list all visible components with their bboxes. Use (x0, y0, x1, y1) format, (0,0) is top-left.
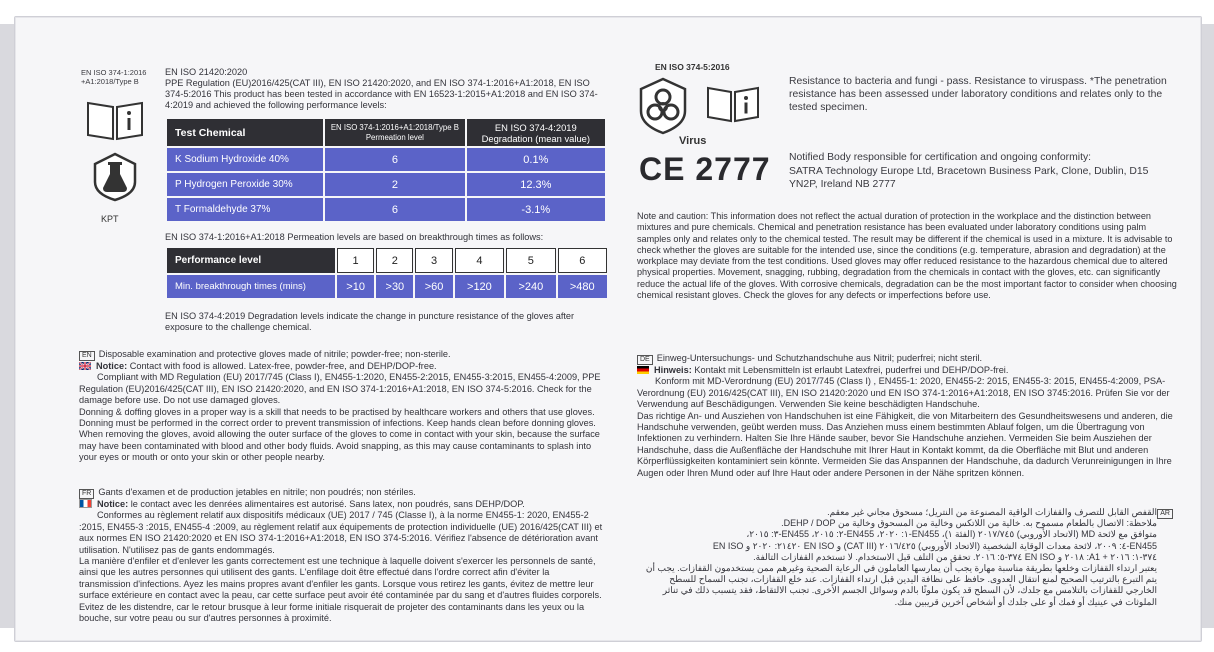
permeation-level: 2 (325, 173, 464, 196)
france-flag-icon (79, 499, 92, 508)
fr-notice: le contact avec les denrées alimentaires est autorisé. Sans latex, non poudrés, sans DEHP/DOP. (130, 499, 525, 509)
resistance-text: Resistance to bacteria and fungi - pass. Resistance to viruspass. *The penetration resistance has been assessed under laboratory conditions and relates only to the tested specimen. (789, 76, 1167, 113)
breakthrough-time: >240 (506, 275, 555, 298)
language-tag-de: DE (637, 355, 653, 365)
chemical-name: K Sodium Hydroxide 40% (167, 148, 323, 171)
language-tag-ar: AR (1157, 509, 1173, 519)
en-notice-label: Notice: (96, 361, 128, 371)
fr-body: Conformes au règlement relatif aux dispositifs médicaux (UE) 2017 / 745 (Classe I), à la norme EN455-1: 2020, EN455-2 :2015, EN455-3 :2015, EN455-4 :2009, au règlement relatif aux équipements de protection individuelle (UE) 2016/425(CAT III) et aux normes EN ISO 21420:2020 et EN ISO 374-1:2016+A1:2018, EN ISO 374-5:2016. Vérifiez l'absence de détérioration avant utilisation. N'utilisez pas de gants endommagés. (79, 510, 603, 555)
en-notice: Contact with food is allowed. Latex-free, powder-free, and DEHP/DOP-free. (129, 361, 437, 371)
chemical-name: P Hydrogen Peroxide 30% (167, 173, 323, 196)
english-section (79, 349, 603, 464)
fr-notice-label: Notice: (97, 499, 129, 509)
notified-body-address: SATRA Technology Europe Ltd, Bracetown Business Park, Clone, Dublin, D15 YN2P, Ireland NB 2777 (789, 166, 1149, 190)
degradation-value: 0.1% (467, 148, 605, 171)
degradation-value: -3.1% (467, 198, 605, 221)
de-notice: Kontakt mit Lebensmitteln ist erlaubt Latexfrei, puderfrei und DEHP/DOP-frei. (694, 365, 1009, 375)
en-body: Compliant with MD Regulation (EU) 2017/745 (Class I), EN455-1:2020, EN455-2:2015, EN455-3:2015, EN455-4:2009, PPE Regulation (EU)2016/425(CAT III), EN ISO 21420:2020, and EN ISO 374-1:2016+A1:2018, EN ISO 374-5:2016. Check for the damage before use. Do not use damaged gloves. (79, 372, 601, 406)
box-flap-right (1200, 24, 1214, 628)
kpt-label: KPT (101, 214, 119, 224)
en-line1: Disposable examination and protective gloves made of nitrile; powder-free; non-sterile. (98, 349, 451, 359)
glove-box-panel (14, 16, 1202, 642)
fr-body2: La manière d'enfiler et d'enlever les gants correctement est une technique à laquelle doivent s'exercer les personnels de santé, ainsi que les autres personnes qui utilisent des gants. L'enfilage doit être effectué dans l'ordre correct afin d'éviter la transmission d'infections. Ayez les mains propres avant d'enfiler les gants. Lorsque vous retirez les gants, évitez de mettre leur surface extérieure en contact avec la peau, car cette surface peut avoir été contaminée par du sang et d'autres fluides corporels. Evitez de les distendre, car le retour brusque à leur forme initiale risquerait de projeter des contaminants dans les yeux ou la bouche, sur votre peau ou sur d'autres personnes à proximité. (79, 556, 602, 624)
uk-flag-icon (79, 362, 91, 370)
ar-line4: EN455-٤: ٢٠٠٩، لائحة معدات الوقاية الشخصية (الاتحاد الأوروبي) ٢٠١٦/٤٢٥ (CAT III) و EN ISO ٢١٤٢٠: ٢٠٢٠ و EN ISO (712, 540, 1157, 551)
ar-line2: ملاحظة: الاتصال بالطعام مسموح به. خالية من اللاتكس وخالية من المسحوق وخالية من DEHP / DOP. (781, 518, 1157, 529)
performance-level-label: Performance level (167, 248, 335, 273)
header-permeation: EN ISO 374-1:2016+A1:2018/Type B Permeation level (325, 119, 464, 146)
de-line1: Einweg-Untersuchungs- und Schutzhandschuhe aus Nitril; puderfrei; nicht steril. (656, 353, 983, 363)
performance-level-cell: 1 (337, 248, 374, 273)
table-row (167, 173, 605, 196)
german-section (637, 353, 1177, 479)
ce-mark: CE 2777 (639, 151, 771, 187)
french-section (79, 487, 603, 624)
table-row (167, 148, 605, 171)
performance-level-cell: 6 (558, 248, 607, 273)
header-degradation: EN ISO 374-4:2019 Degradation (mean value) (467, 119, 605, 146)
caution-text: Note and caution: This information does not reflect the actual duration of protection in the workplace and the distinction between mixtures and pure chemicals. Chemical and penetration resistance has been evaluated under laboratory conditions using palm samples only and relates only to the chemical tested. The result may be different if the chemical is used in a mixture. It is advisable to check whether the gloves are suitable for the intended use, since the conditions (e.g. temperature, abrasion and degradation) at the workplace may deviate from the test conditions. Used gloves may offer reduced resistance to the hazardous chemical due to altered physical properties. Movement, snagging, rubbing, degradation from the chemicals in contact with the gloves, etc. can significantly reduce the actual life of the gloves. With corrosive chemicals, degradation can be the most important factor to consider when choosing chemical resistant gloves. Check the gloves for any defects or imperfections before use. (637, 211, 1177, 301)
breakthrough-time: >480 (558, 275, 607, 298)
chemical-flask-icon (93, 152, 137, 202)
standard-small-label: EN ISO 374-1:2016 +A1:2018/Type B (81, 68, 147, 86)
breakthrough-time: >30 (376, 275, 413, 298)
degradation-value: 12.3% (467, 173, 605, 196)
permeation-level: 6 (325, 148, 464, 171)
virus-label: Virus (679, 135, 707, 147)
ar-line6: يعتبر ارتداء القفازات وخلعها بطريقة مناسبة مهارة يجب أن يمارسها العاملون في الرعاية الصحية وغيرهم ممن يستخدمون القفازات. يجب أن يتم التبرع بالترتيب الصحيح لمنع انتقال العدوى. حافظ على نظافة اليدين قبل ارتداء القفازات. عند خلع القفازات، تجنب السماح للسطح الخارجي للقفازات بالتلامس مع جلدك، لأن السطح قد يكون ملوثًا بالدم وسوائل الجسم الأخرى. تجنب الالتقاط، فقد يتسبب ذلك في تناثر الملوثات في عينيك أو فمك أو على جلدك أو أشخاص آخرين قريبين منك. (645, 563, 1157, 607)
breakthrough-time: >60 (415, 275, 452, 298)
info-book-icon (85, 97, 145, 141)
box-flap-left (0, 24, 14, 628)
table-row (167, 198, 605, 221)
arabic-section (637, 507, 1170, 608)
chemical-resistance-table (165, 117, 607, 223)
standard-title: EN ISO 21420:2020 (165, 67, 248, 77)
de-body2: Das richtige An- und Ausziehen von Handschuhen ist eine Fähigkeit, die von Mitarbeitern des Gesundheitswesens und anderen, die Handschuhe verwenden, geübt werden muss. Das Anziehen muss einem bestimmten Ablauf folgen, um die Übertragung von Infektionen zu verhindern. Halten Sie Ihre Hände sauber, bevor Sie Handschuhe anziehen. Vermeiden Sie beim Ausziehen der Handschuhe, dass die Außenfläche der Handschuhe mit Ihrer Haut in Kontakt kommt, da die Oberfläche mit Blut und anderen Körperflüssigkeiten kontaminiert sein könnte. Vermeiden Sie das Anspannen der Handschuhe, da dadurch Verunreinigungen in Ihre Augen oder Ihren Mund oder auf Ihre Haut oder andere Personen in der Nähe spritzen können. (637, 410, 1173, 478)
virus-standard-label: EN ISO 374-5:2016 (655, 62, 730, 72)
breakthrough-time: >120 (455, 275, 504, 298)
de-notice-label: Hinweis: (654, 365, 692, 375)
performance-level-cell: 2 (376, 248, 413, 273)
biohazard-icon (639, 77, 687, 135)
intro-text: PPE Regulation (EU)2016/425(CAT III), EN ISO 21420:2020, and EN ISO 374-1:2016+A1:2018, EN ISO 374-5:2016 This product has been tested in accordance with EN 16523-1:2015+A1:2018 and EN ISO 374-4:2019 and achieved the following performance levels: (165, 78, 598, 111)
permeation-level: 6 (325, 198, 464, 221)
permeation-note: EN ISO 374-1:2016+A1:2018 Permeation levels are based on breakthrough times as follows: (165, 232, 544, 242)
info-book-icon (705, 83, 761, 123)
header-test-chemical: Test Chemical (167, 119, 323, 146)
performance-level-cell: 5 (506, 248, 555, 273)
germany-flag-icon (637, 366, 649, 374)
performance-level-cell: 3 (415, 248, 452, 273)
breakthrough-time: >10 (337, 275, 374, 298)
de-body: Konform mit MD-Verordnung (EU) 2017/745 (Class I) , EN455-1: 2020, EN455-2: 2015, EN455-3: 2015, EN455-4:2009, PSA-Verordnung (EU) 2016/425(CAT III), EN ISO 21420:2020 und EN ISO 374-1:2016+A1:2018, EN ISO 3745:2016. Prüfen Sie vor der Verwendung auf Beschädigungen. Verwenden Sie keine beschädigten Handschuhe. (637, 376, 1170, 410)
fr-line1: Gants d'examen et de production jetables en nitrile; non poudrés; non stériles. (98, 487, 416, 497)
performance-level-table (165, 246, 609, 300)
ar-line1: القفص القابل للتصرف والقفازات الواقية المصنوعة من النتريل؛ مسحوق مجاني غير معقم. (827, 507, 1157, 517)
language-tag-en: EN (79, 351, 95, 361)
en-body2: Donning & doffing gloves in a proper way is a skill that needs to be practised by healthcare workers and others that use gloves. Donning must be performed in the correct order to prevent transmission of infections. Keep hands clean before donning gloves. When removing the gloves, avoid allowing the outer surface of the gloves to come in contact with your skin, because the surface may have been contaminated with blood and other body fluids. Avoid snapping, as this may cause contaminants to splash into your eyes or mouth or onto your skin or other people nearby. (79, 406, 600, 463)
performance-level-cell: 4 (455, 248, 504, 273)
chemical-name: T Formaldehyde 37% (167, 198, 323, 221)
ar-line3: متوافق مع لائحة MD (الاتحاد الأوروبي) ٢٠١٧/٧٤٥ (الفئة ١)، EN455-١: ٢٠٢٠، EN455-٢: ٢٠١٥، EN455-٣: ٢٠١٥، (746, 529, 1157, 540)
ar-line5: ٣٧٤-١: ٢٠١٦ + A1: ٢٠١٨ و EN ISO ٣٧٤-٥: ٢٠١٦. تحقق من التلف قبل الاستخدام. لا تستخدم القفازات التالفة. (753, 551, 1157, 562)
breakthrough-label: Min. breakthrough times (mins) (167, 275, 335, 298)
degradation-note: EN ISO 374-4:2019 Degradation levels indicate the change in puncture resistance of the gloves after exposure to the challenge chemical. (165, 311, 575, 333)
notified-body-title: Notified Body responsible for certification and ongoing conformity: (789, 152, 1092, 163)
language-tag-fr: FR (79, 489, 94, 499)
